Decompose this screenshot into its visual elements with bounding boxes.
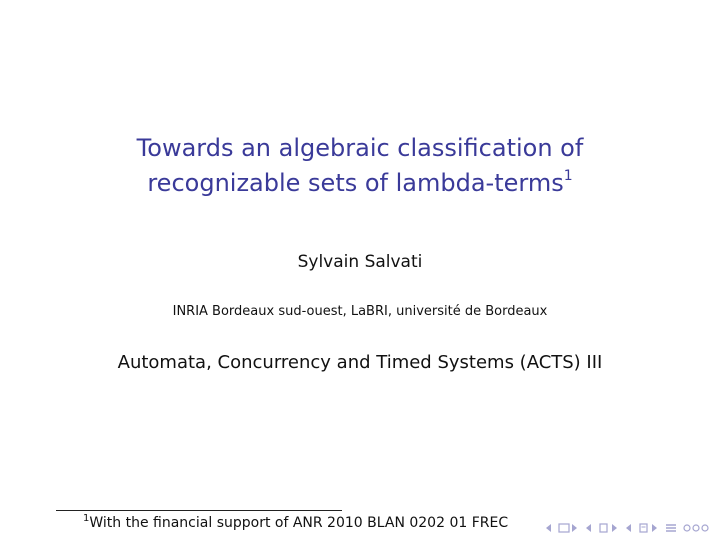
title-line-2-text: recognizable sets of lambda-terms <box>147 169 564 197</box>
nav-subsection-forward-icon[interactable] <box>638 523 660 533</box>
author-institute: INRIA Bordeaux sud-ouest, LaBRI, université de Bordeaux <box>172 304 548 319</box>
nav-section-forward-icon[interactable] <box>598 523 620 533</box>
footnote-mark: 1 <box>83 513 90 524</box>
title-footnote-mark: 1 <box>563 168 573 184</box>
presentation-title <box>0 131 720 201</box>
footnote-rule <box>56 510 342 511</box>
nav-section-back-icon[interactable] <box>584 523 594 533</box>
author-name: Sylvain Salvati <box>297 252 423 272</box>
nav-frame-back-icon[interactable] <box>544 523 554 533</box>
nav-subsection-back-icon[interactable] <box>624 523 634 533</box>
nav-frame-forward-icon[interactable] <box>558 523 580 533</box>
footnote <box>83 515 508 531</box>
beamer-navigation-bar <box>544 521 710 535</box>
title-line-2 <box>0 166 720 201</box>
nav-align-icon[interactable] <box>664 523 678 533</box>
event-name: Automata, Concurrency and Timed Systems (ACTS) III <box>117 352 603 373</box>
footnote-text: With the financial support of ANR 2010 BLAN 0202 01 FREC <box>89 515 509 531</box>
nav-search-icon[interactable] <box>682 523 710 533</box>
title-line-1: Towards an algebraic classification of <box>136 134 584 162</box>
